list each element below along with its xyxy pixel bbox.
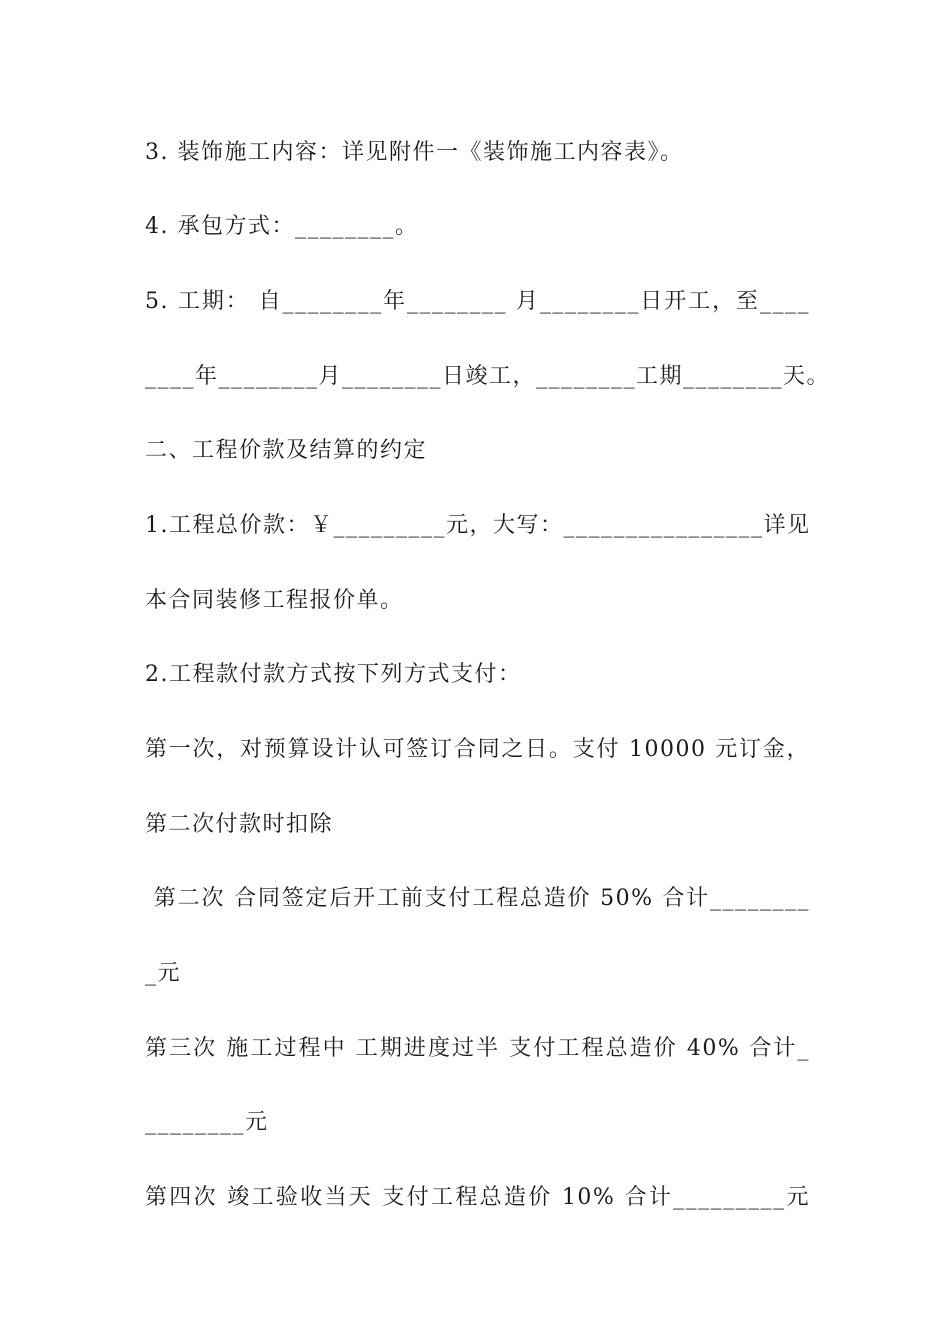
clause-5-schedule-line-2: ____年________月________日竣工，________工期________天。 — [145, 364, 831, 389]
payment-2-line-2: _元 — [145, 961, 182, 986]
section-2-heading: 二、工程价款及结算的约定 — [145, 438, 428, 463]
clause-3-decoration-content: 3. 装饰施工内容：详见附件一《装饰施工内容表》。 — [145, 140, 684, 165]
payment-3-line-2: ________元 — [145, 1110, 269, 1135]
payment-2-line-1: 第二次 合同签定后开工前支付工程总造价 50% 合计________ — [145, 886, 810, 911]
payment-1-line-2: 第二次付款时扣除 — [145, 812, 334, 837]
payment-4-line-1: 第四次 竣工验收当天 支付工程总造价 10% 合计_________元 — [145, 1185, 810, 1210]
price-clause-2-heading: 2.工程款付款方式按下列方式支付： — [145, 662, 522, 687]
price-clause-1-line-1: 1.工程总价款：￥_________元，大写：________________详见 — [145, 513, 811, 538]
clause-5-schedule-line-1: 5. 工期： 自________年________ 月________日开工，至____ — [145, 289, 810, 314]
payment-1-line-1: 第一次，对预算设计认可签订合同之日。支付 10000 元订金， — [145, 737, 810, 762]
price-clause-1-line-2: 本合同装修工程报价单。 — [145, 588, 404, 613]
payment-3-line-1: 第三次 施工过程中 工期进度过半 支付工程总造价 40% 合计_ — [145, 1036, 810, 1061]
clause-4-contract-method: 4. 承包方式：________。 — [145, 214, 419, 239]
